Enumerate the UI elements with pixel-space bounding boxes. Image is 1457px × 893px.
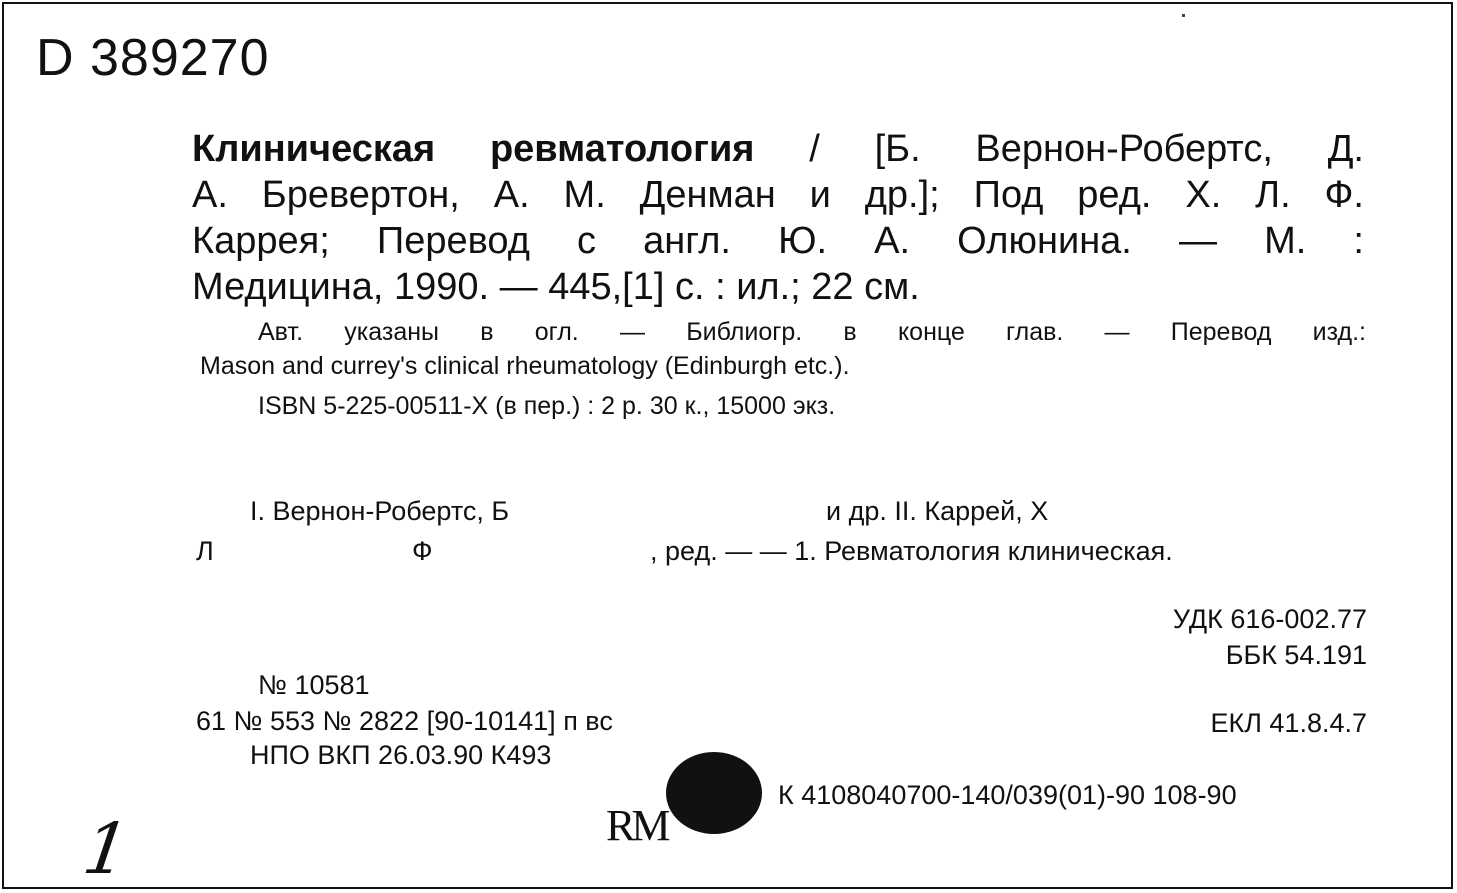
handwritten-mark: 1 (78, 808, 135, 890)
note-original-title: Mason and currey's clinical rheumatology (Edinburgh etc.). (200, 352, 850, 380)
tracing-subject: , ред. — — 1. Ревматология клиническая. (650, 536, 1173, 566)
printing-info: НПО ВКП 26.03.90 К493 (250, 740, 552, 770)
entry-line-3: Каррея; Перевод с англ. Ю. А. Олюнина. — М. : (192, 220, 1364, 262)
entry-authors-start: / [Б. Вернон-Робертс, Д. (754, 128, 1364, 170)
entry-line-2: А. Бревертон, А. М. Денман и др.]; Под ред. Х. Л. Ф. (192, 174, 1364, 216)
card-number: № 10581 (258, 670, 370, 700)
tracing-editor: и др. II. Каррей, Х (826, 496, 1049, 526)
udk-code: УДК 616-002.77 (1172, 604, 1367, 634)
note-contents-bibliography: Авт. указаны в огл. — Библиогр. в конце глав. — Перевод изд.: (258, 318, 1366, 346)
bbk-code: ББК 54.191 (1225, 640, 1367, 670)
k-code: К 4108040700-140/039(01)-90 108-90 (778, 780, 1237, 810)
ekl-code: ЕКЛ 41.8.4.7 (1210, 708, 1367, 738)
rm-stamp-logo: RM (606, 801, 667, 850)
tracing-author: I. Вернон-Робертс, Б (250, 496, 510, 526)
entry-line-4: Медицина, 1990. — 445,[1] с. : ил.; 22 см. (192, 266, 920, 308)
tracing-initial-l: Л (196, 536, 214, 566)
note-isbn-price: ISBN 5-225-00511-X (в пер.) : 2 р. 30 к., 15000 экз. (258, 392, 836, 420)
order-info: 61 № 553 № 2822 [90-10141] п вс (196, 706, 613, 736)
entry-line-1 (192, 126, 1364, 172)
card-serial-number: D 389270 (36, 29, 270, 87)
tracing-initial-f: Ф (412, 536, 433, 566)
speck-mark (1182, 14, 1185, 17)
book-title: Клиническая ревматология (192, 128, 755, 170)
black-punch-dot (666, 752, 762, 834)
